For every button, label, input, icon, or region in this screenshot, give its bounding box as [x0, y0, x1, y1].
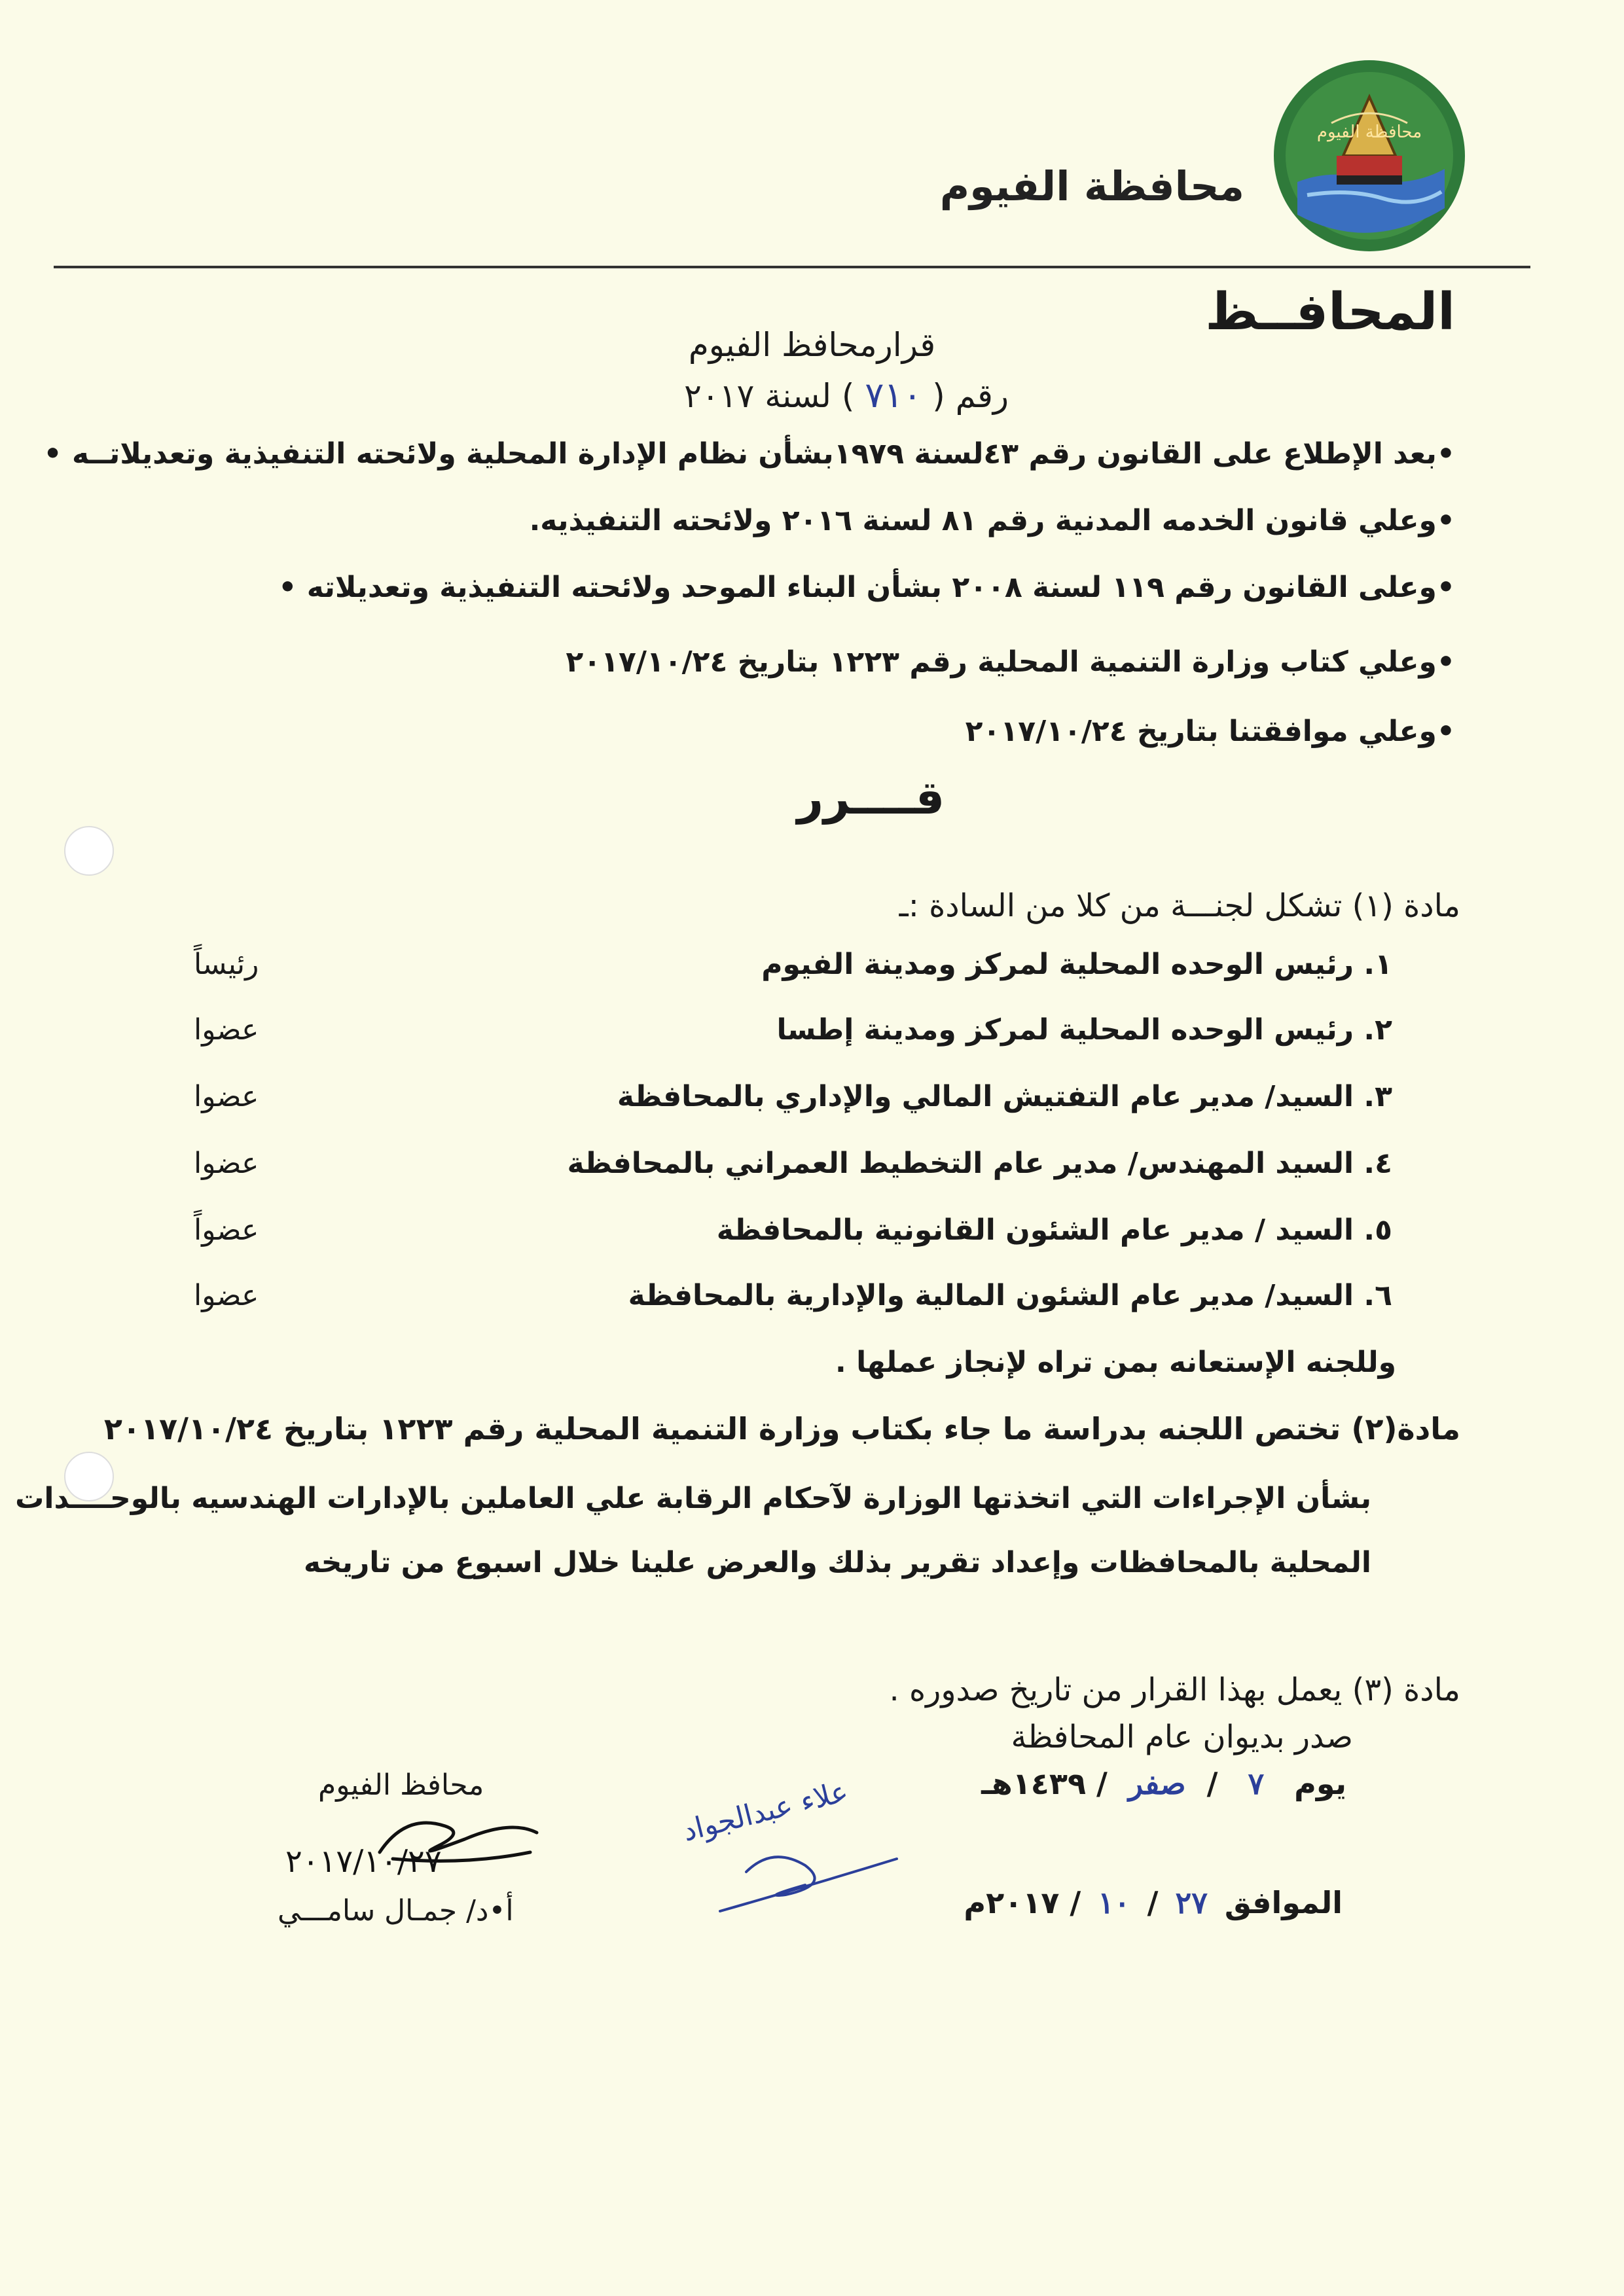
preamble — [159, 645, 1455, 685]
issuance-hijri-date: يوم ٧ / صفر / ١٤٣٩هـ — [981, 1766, 1346, 1801]
preamble-line: •وعلي كتاب وزارة التنمية المحلية رقم ١٢٢٣ بتاريخ ٢٠١٧/١٠/٢٤ — [566, 645, 1455, 679]
preamble-line: •وعلى القانون رقم ١١٩ لسنة ٢٠٠٨ بشأن البناء الموحد ولائحته التنفيذية وتعديلاته • — [278, 571, 1455, 604]
preamble — [159, 571, 1455, 610]
committee-member-row — [194, 1213, 1392, 1255]
governorate-name: محافظة الفيوم — [939, 162, 1244, 210]
reviewer-signature — [707, 1833, 903, 1924]
seal-lettering: محافظة الفيوم — [1316, 122, 1422, 142]
preamble — [159, 715, 1455, 754]
day-value: ٧ — [1248, 1766, 1265, 1801]
article-1-closing: وللجنه الإستعانه بمن تراه لإنجاز عملها . — [835, 1346, 1396, 1379]
member-name: ٢. رئيس الوحده المحلية لمركز ومدينة إطسا — [776, 1013, 1392, 1047]
member-role: عضوا — [194, 1279, 259, 1312]
greg-day: ٢٧ — [1175, 1885, 1208, 1920]
signatory-title: محافظ الفيوم — [318, 1768, 484, 1802]
member-role: عضوا — [194, 1147, 259, 1180]
article-1-heading: مادة (١) تشكل لجنـــة من كلا من السادة :ـ — [899, 888, 1460, 924]
preamble-line: •وعلي قانون الخدمه المدنية رقم ٨١ لسنة ٢٠١٦ ولائحته التنفيذيه. — [529, 504, 1455, 537]
committee-member-row — [194, 948, 1392, 990]
hijri-year: ١٤٣٩هـ — [981, 1766, 1087, 1801]
member-name: ١. رئيس الوحده المحلية لمركز ومدينة الفيوم — [761, 948, 1392, 981]
header-divider — [54, 266, 1530, 268]
decree-number — [684, 374, 1009, 416]
preamble — [159, 504, 1455, 543]
punch-hole — [64, 826, 114, 876]
signatory-handwritten-date: ٢٠١٧/١٠/٢٧ — [285, 1843, 442, 1880]
issued-at: صدر بديوان عام المحافظة — [1011, 1719, 1353, 1755]
committee-member-row — [194, 1013, 1392, 1055]
governorate-seal — [1271, 58, 1468, 254]
article-2-line: بشأن الإجراءات التي اتخذتها الوزارة لآحكام الرقابة علي العاملين بالإدارات الهندسيه بالوحــــدات — [15, 1482, 1371, 1515]
greg-year: ٢٠١٧م — [964, 1885, 1060, 1920]
member-name: ٤. السيد المهندس/ مدير عام التخطيط العمراني بالمحافظة — [567, 1147, 1392, 1180]
member-role: عضواً — [194, 1213, 259, 1247]
preamble-line: •وعلي موافقتنا بتاريخ ٢٠١٧/١٠/٢٤ — [965, 715, 1455, 748]
member-role: عضوا — [194, 1080, 259, 1113]
decided-heading: قــــرر — [797, 771, 945, 825]
reviewer-signature-name: علاء عبدالجواد — [679, 1774, 852, 1848]
month-value: صفر — [1128, 1766, 1186, 1801]
issuance-gregorian-date: الموافق ٢٧ / ١٠ / ٢٠١٧م — [964, 1885, 1343, 1920]
office-role: المحافــظ — [1205, 283, 1455, 342]
day-label: يوم — [1294, 1766, 1346, 1801]
member-name: ٦. السيد/ مدير عام الشئون المالية والإدارية بالمحافظة — [628, 1279, 1392, 1312]
committee-member-row — [194, 1080, 1392, 1122]
signatory-name: أ•د/ جمـال سامـــي — [278, 1894, 514, 1928]
preamble — [43, 437, 1455, 476]
article-2-line: مادة(٢) تختص اللجنه بدراسة ما جاء بكتاب وزارة التنمية المحلية رقم ١٢٢٣ بتاريخ ٢٠١٧/١٠/٢٤ — [103, 1411, 1460, 1446]
member-name: ٥. السيد / مدير عام الشئون القانونية بالمحافظة — [716, 1213, 1392, 1247]
greg-month: ١٠ — [1098, 1885, 1130, 1920]
member-name: ٣. السيد/ مدير عام التفتيش المالي والإداري بالمحافظة — [617, 1080, 1392, 1113]
article-3-line: مادة (٣) يعمل بهذا القرار من تاريخ صدوره . — [889, 1672, 1460, 1708]
decree-number-value: ٧١٠ — [865, 374, 922, 416]
committee-member-row — [194, 1279, 1392, 1321]
committee-member-row — [194, 1147, 1392, 1189]
member-role: رئيساً — [194, 948, 259, 981]
decree-number-prefix: رقم ( — [932, 377, 1009, 415]
corresponding-label: الموافق — [1224, 1885, 1343, 1920]
decree-number-suffix: ) لسنة ٢٠١٧ — [683, 377, 855, 415]
member-role: عضوا — [194, 1013, 259, 1047]
preamble-line: •بعد الإطلاع على القانون رقم ٤٣لسنة ١٩٧٩بشأن نظام الإدارة المحلية ولائحته التنفيذية وتعديلاتــه • — [43, 437, 1455, 471]
decree-title: قرارمحافظ الفيوم — [688, 326, 936, 364]
article-2-line: المحلية بالمحافظات وإعداد تقرير بذلك والعرض علينا خلال اسبوع من تاريخه — [304, 1546, 1371, 1579]
